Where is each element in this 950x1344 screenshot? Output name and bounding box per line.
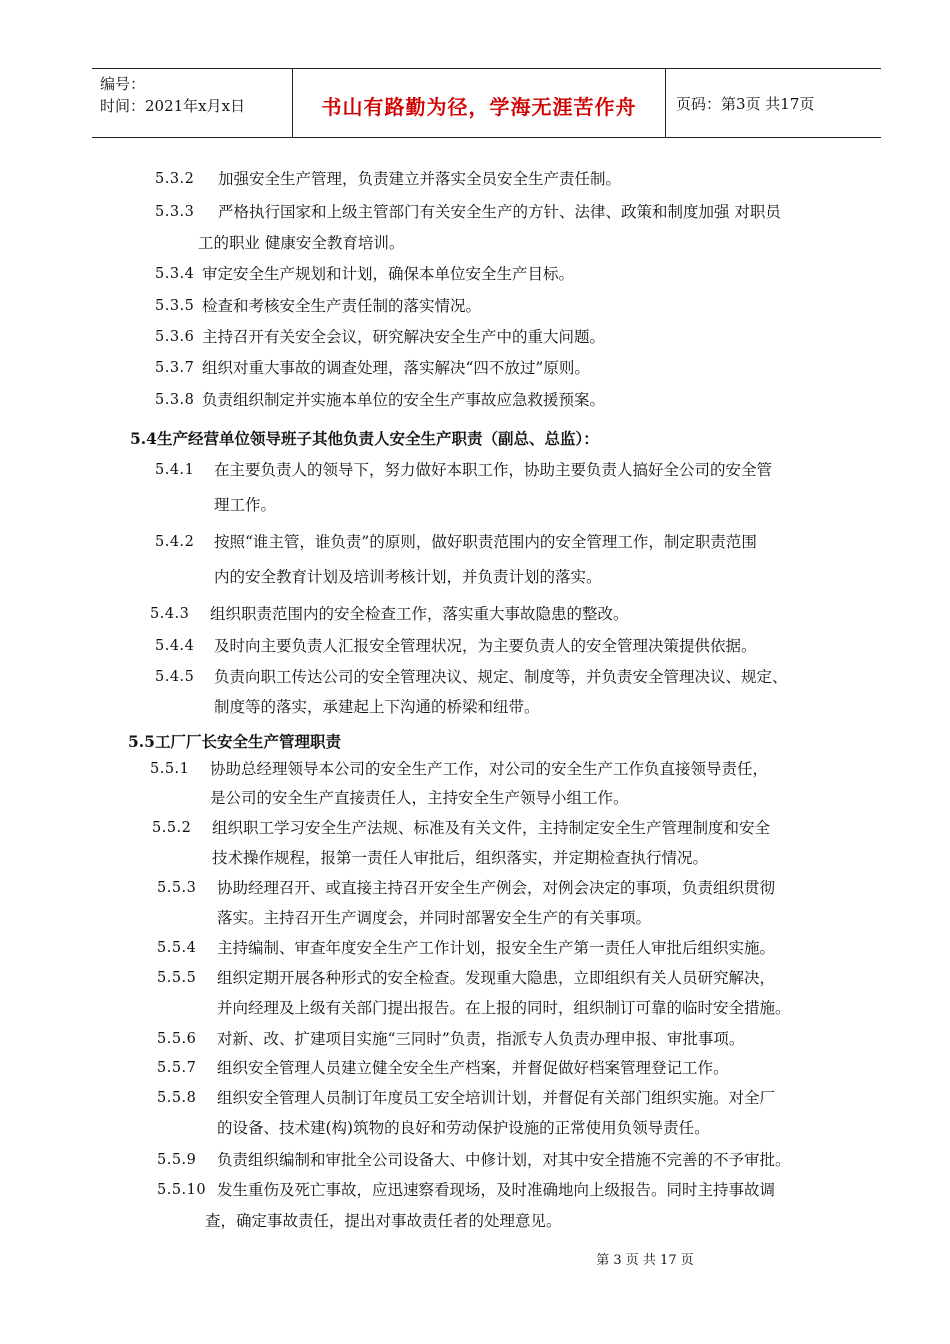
- item-number: 5.5.1: [150, 761, 190, 777]
- item-number: 5.4.5: [155, 669, 195, 685]
- item-text: 协助经理召开、或直接主持召开安全生产例会，对例会决定的事项，负责组织贯彻: [217, 879, 776, 897]
- item-text: 组织安全管理人员建立健全安全生产档案，并督促做好档案管理登记工作。: [217, 1059, 729, 1077]
- motto: 书山有路勤为径，学海无涯苦作舟: [321, 95, 637, 119]
- item-text: 组织安全管理人员制订年度员工安全培训计划，并督促有关部门组织实施。对全厂: [217, 1089, 776, 1107]
- item-number: 5.4.3: [150, 606, 190, 622]
- item-text-continued: 的设备、技术建(构)筑物的良好和劳动保护设施的正常使用负领导责任。: [217, 1119, 710, 1137]
- item-text-continued: 是公司的安全生产直接责任人，主持安全生产领导小组工作。: [210, 789, 629, 807]
- item-number: 5.5.8: [157, 1090, 197, 1106]
- section-heading: 5.5工厂厂长安全生产管理职责: [128, 732, 341, 751]
- item-text: 组织对重大事故的调查处理，落实解决“四不放过”原则。: [202, 359, 590, 377]
- page-footer: 第 3 页 共 17 页: [596, 1253, 694, 1268]
- item-text: 对新、改、扩建项目实施“三同时”负责，指派专人负责办理申报、审批事项。: [217, 1030, 745, 1048]
- item-number: 5.4.4: [155, 638, 195, 654]
- item-number: 5.3.2: [155, 171, 195, 187]
- item-text: 审定安全生产规划和计划，确保本单位安全生产目标。: [202, 265, 575, 283]
- item-number: 5.5.9: [157, 1152, 197, 1168]
- item-text: 组织职责范围内的安全检查工作，落实重大事故隐患的整改。: [210, 605, 629, 623]
- time-label: 时间：2021年x月x日: [100, 97, 246, 115]
- item-text-continued: 理工作。: [214, 496, 277, 514]
- item-number: 5.3.4: [155, 266, 195, 282]
- item-text-continued: 内的安全教育计划及培训考核计划，并负责计划的落实。: [214, 568, 602, 586]
- item-text: 负责组织编制和审批全公司设备大、中修计划，对其中安全措施不完善的不予审批。: [217, 1151, 791, 1169]
- document-header: [92, 68, 881, 138]
- item-text: 在主要负责人的领导下，努力做好本职工作，协助主要负责人搞好全公司的安全管: [214, 461, 773, 479]
- item-text: 检查和考核安全生产责任制的落实情况。: [202, 297, 482, 315]
- item-number: 5.5.7: [157, 1060, 197, 1076]
- item-number: 5.4.2: [155, 534, 195, 550]
- item-number: 5.5.6: [157, 1031, 197, 1047]
- item-text: 及时向主要负责人汇报安全管理状况，为主要负责人的安全管理决策提供依据。: [214, 637, 757, 655]
- item-number: 5.5.4: [157, 940, 197, 956]
- item-text: 加强安全生产管理，负责建立并落实全员安全生产责任制。: [218, 170, 622, 188]
- code-label: 编号：: [100, 75, 146, 93]
- item-number: 5.5.5: [157, 970, 197, 986]
- item-text: 按照“谁主管，谁负责”的原则，做好职责范围内的安全管理工作，制定职责范围: [214, 533, 757, 551]
- item-number: 5.5.10: [157, 1182, 207, 1198]
- item-text-continued: 工的职业 健康安全教育培训。: [198, 234, 405, 252]
- item-text-continued: 制度等的落实，承建起上下沟通的桥梁和纽带。: [214, 698, 540, 716]
- item-number: 5.3.7: [155, 360, 195, 376]
- item-text: 负责组织制定并实施本单位的安全生产事故应急救援预案。: [202, 391, 606, 409]
- item-text: 协助总经理领导本公司的安全生产工作，对公司的安全生产工作负直接领导责任，: [210, 760, 769, 778]
- item-number: 5.3.8: [155, 392, 195, 408]
- item-number: 5.4.1: [155, 462, 195, 478]
- section-heading: 5.4生产经营单位领导班子其他负责人安全生产职责（副总、总监）：: [130, 429, 599, 448]
- page-indicator: 页码：第3页 共17页: [676, 95, 815, 113]
- item-number: 5.3.6: [155, 329, 195, 345]
- item-text-continued: 落实。主持召开生产调度会，并同时部署安全生产的有关事项。: [217, 909, 652, 927]
- header-meta-cell: [92, 69, 293, 137]
- item-text: 主持编制、审查年度安全生产工作计划，报安全生产第一责任人审批后组织实施。: [217, 939, 776, 957]
- item-text-continued: 并向经理及上级有关部门提出报告。在上报的同时，组织制订可靠的临时安全措施。: [217, 999, 791, 1017]
- header-page-cell: [666, 69, 881, 137]
- item-text: 严格执行国家和上级主管部门有关安全生产的方针、法律、政策和制度加强 对职员: [218, 203, 781, 221]
- header-motto-cell: [293, 69, 666, 137]
- item-number: 5.3.3: [155, 204, 195, 220]
- item-number: 5.3.5: [155, 298, 195, 314]
- item-text: 主持召开有关安全会议，研究解决安全生产中的重大问题。: [202, 328, 606, 346]
- item-text: 发生重伤及死亡事故，应迅速察看现场，及时准确地向上级报告。同时主持事故调: [217, 1181, 776, 1199]
- item-text-continued: 技术操作规程，报第一责任人审批后，组织落实，并定期检查执行情况。: [212, 849, 709, 867]
- item-text-continued: 查，确定事故责任，提出对事故责任者的处理意见。: [205, 1212, 562, 1230]
- item-text: 组织职工学习安全生产法规、标准及有关文件，主持制定安全生产管理制度和安全: [212, 819, 771, 837]
- item-text: 负责向职工传达公司的安全管理决议、规定、制度等，并负责安全管理决议、规定、: [214, 668, 788, 686]
- item-number: 5.5.2: [152, 820, 192, 836]
- item-number: 5.5.3: [157, 880, 197, 896]
- item-text: 组织定期开展各种形式的安全检查。发现重大隐患，立即组织有关人员研究解决，: [217, 969, 776, 987]
